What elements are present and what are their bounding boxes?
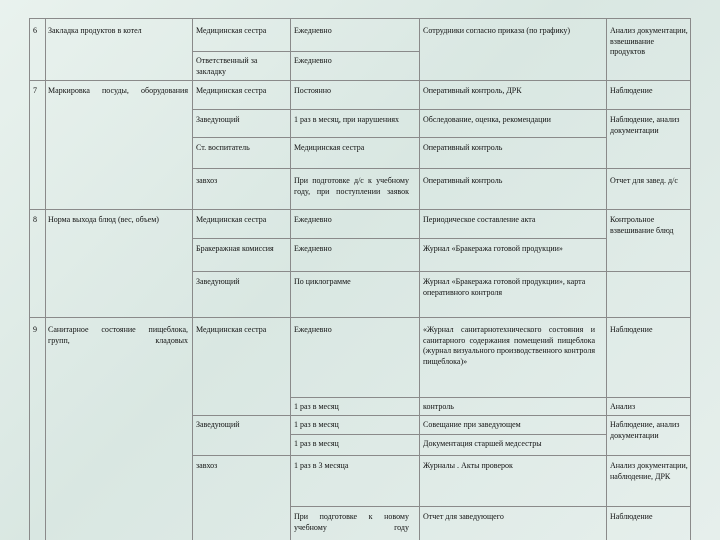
grid-line [290,434,607,435]
control-form: Оперативный контроль, ДРК [423,86,522,95]
responsible: завхоз [196,176,218,185]
grid-line [29,18,30,540]
grid-line [192,137,607,138]
result: Наблюдение, анализ документации [610,115,680,135]
grid-line [192,109,691,110]
grid-line [29,317,691,318]
row-name: Закладка продуктов в котел [48,26,142,35]
control-form: Сотрудники согласно приказа (по графику) [423,26,571,35]
control-form: Оперативный контроль [423,143,503,152]
grid-line [192,238,607,239]
result: Анализ документации, наблюдение, ДРК [610,461,688,481]
frequency: Ежедневно [294,56,332,65]
responsible: Заведующий [196,420,240,429]
grid-line [29,18,691,19]
frequency: Медицинская сестра [294,143,365,152]
control-form: Документация старшей медсестры [423,439,542,448]
frequency: При подготовке д/с к учебному году, при поступлении заявок [294,176,409,196]
responsible: Заведующий [196,277,240,286]
frequency: 1 раз в месяц [294,439,339,448]
control-form: Оперативный контроль [423,176,503,185]
frequency: Ежедневно [294,215,332,224]
grid-line [192,455,691,456]
result: Наблюдение, анализ документации [610,420,680,440]
control-form: Обследование, оценка, рекомендации [423,115,551,124]
frequency: При подготовке к новому учебному году [294,512,409,532]
row-number: 6 [33,26,37,35]
grid-line [690,18,691,540]
control-form: Периодическое составление акта [423,215,536,224]
frequency: 1 раз в месяц [294,402,339,411]
row-number: 7 [33,86,37,95]
result: Анализ документации, взвешивание продуктов [610,26,688,56]
result: Контрольное взвешивание блюд [610,215,674,235]
control-form: Отчет для заведующего [423,512,504,521]
responsible: Медицинская сестра [196,86,267,95]
frequency: По циклограмме [294,277,351,286]
frequency: Ежедневно [294,325,332,334]
grid-line [192,271,691,272]
grid-line [45,18,46,540]
row-name: Норма выхода блюд (вес, объем) [48,215,159,224]
grid-line [290,506,691,507]
grid-line [192,168,691,169]
responsible: Медицинская сестра [196,325,267,334]
frequency: 1 раз в месяц [294,420,339,429]
responsible: Ответственный за закладку [196,56,258,76]
frequency: 1 раз в 3 месяца [294,461,349,470]
frequency: Ежедневно [294,26,332,35]
responsible: Бракеражная комиссия [196,244,274,253]
control-form: «Журнал санитарнотехнического состояния и санитарного содержания помещений пищеблока (журнал визуального производственного контроля пищеблока)» [423,325,595,366]
control-form: Совещание при заведующем [423,420,521,429]
result: Наблюдение [610,325,653,334]
frequency: 1 раз в месяц, при нарушениях [294,115,400,124]
grid-line [29,209,691,210]
row-name: Санитарное состояние пищеблока, групп, кладовых [48,325,188,345]
control-form: Журнал «Бракеража готовой продукции» [423,244,563,253]
result: Наблюдение [610,512,653,521]
row-number: 8 [33,215,37,224]
grid-line [290,18,291,540]
grid-line [192,18,193,540]
result: Отчет для завед. д/с [610,176,678,185]
grid-line [192,415,691,416]
responsible: Заведующий [196,115,240,124]
result: Анализ [610,402,636,411]
grid-line [29,80,691,81]
responsible: Медицинская сестра [196,215,267,224]
result: Наблюдение [610,86,653,95]
responsible: завхоз [196,461,218,470]
frequency: Постоянно [294,86,332,95]
grid-line [419,18,420,540]
frequency: Ежедневно [294,244,332,253]
grid-line [606,18,607,540]
control-form: Журналы . Акты проверок [423,461,513,470]
grid-line [192,51,420,52]
control-form: Журнал «Бракеража готовой продукции», карта оперативного контроля [423,277,586,297]
responsible: Медицинская сестра [196,26,267,35]
control-form: контроль [423,402,454,411]
row-name: Маркировка посуды, оборудования [48,86,188,95]
grid-line [290,397,691,398]
responsible: Ст. воспитатель [196,143,250,152]
row-number: 9 [33,325,37,334]
